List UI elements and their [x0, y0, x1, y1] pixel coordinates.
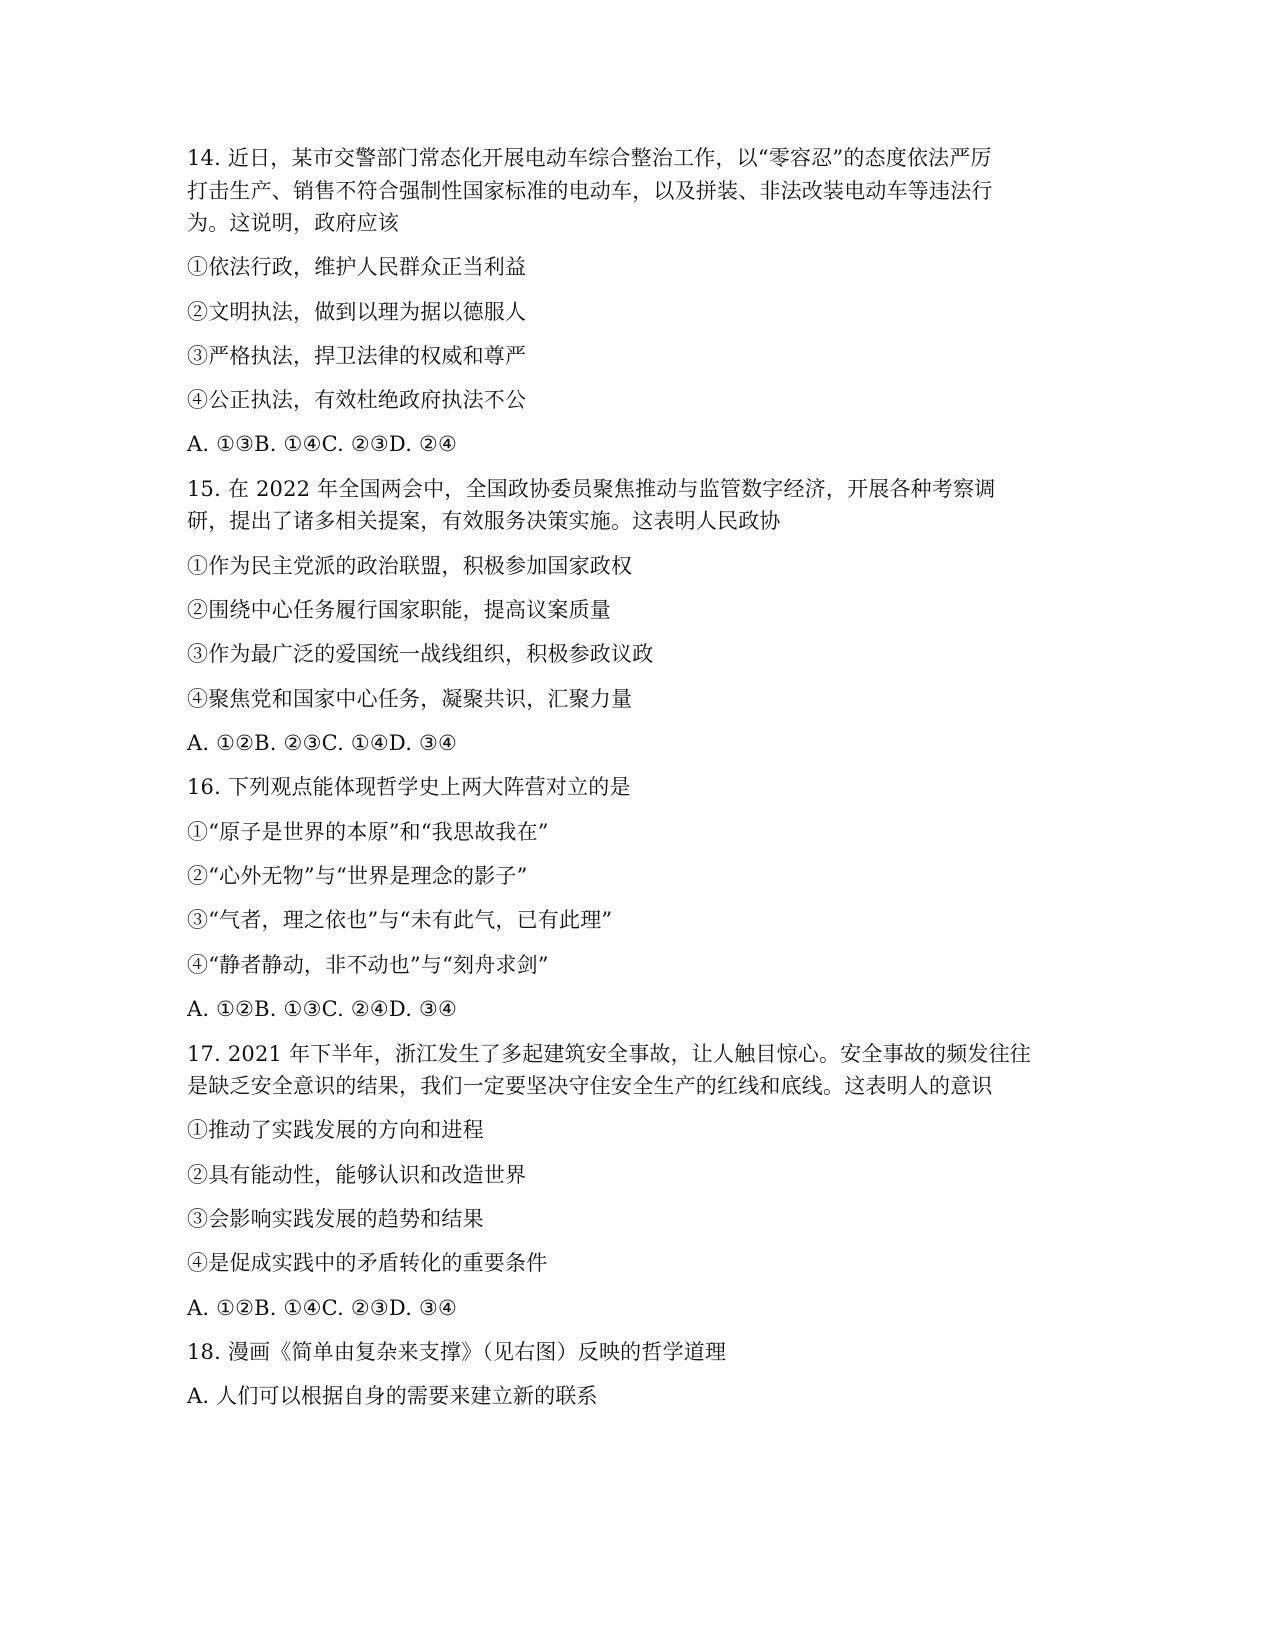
q15-option-3: ③作为最广泛的爱国统一战线组织，积极参政议政: [187, 642, 654, 666]
q14-option-3: ③严格执法，捍卫法律的权威和尊严: [187, 344, 527, 368]
q14-stem-line-2: 打击生产、销售不符合强制性国家标准的电动车，以及拼装、非法改装电动车等违法行: [187, 179, 993, 203]
q15-answer-choices: A. ①②B. ②③C. ①④D. ③④: [187, 731, 458, 755]
q15-option-2: ②围绕中心任务履行国家职能，提高议案质量: [187, 598, 611, 622]
q14-stem-line-3: 为。这说明，政府应该: [187, 211, 399, 235]
q18-option-a: A. 人们可以根据自身的需要来建立新的联系: [187, 1384, 598, 1408]
q16-option-1: ①“原子是世界的本原”和“我思故我在”: [187, 820, 549, 844]
q14-answer-choices: A. ①③B. ①④C. ②③D. ②④: [187, 432, 458, 456]
q17-stem-line-1: 17. 2021 年下半年，浙江发生了多起建筑安全事故，让人触目惊心。安全事故的频发往往: [187, 1042, 1031, 1066]
q14-stem-line-1: 14. 近日，某市交警部门常态化开展电动车综合整治工作，以“零容忍”的态度依法严厉: [187, 146, 992, 170]
q16-answer-choices: A. ①②B. ①③C. ②④D. ③④: [187, 997, 458, 1021]
q17-answer-choices: A. ①②B. ①④C. ②③D. ③④: [187, 1296, 458, 1320]
q14-option-2: ②文明执法，做到以理为据以德服人: [187, 300, 527, 324]
q17-option-4: ④是促成实践中的矛盾转化的重要条件: [187, 1251, 548, 1275]
q16-stem-line-1: 16. 下列观点能体现哲学史上两大阵营对立的是: [187, 775, 631, 799]
q17-option-1: ①推动了实践发展的方向和进程: [187, 1118, 484, 1142]
q15-stem-line-2: 研，提出了诸多相关提案，有效服务决策实施。这表明人民政协: [187, 509, 781, 533]
q14-option-4: ④公正执法，有效杜绝政府执法不公: [187, 388, 527, 412]
q18-stem-line-1: 18. 漫画《简单由复杂来支撑》（见右图）反映的哲学道理: [187, 1340, 727, 1364]
q14-option-1: ①依法行政，维护人民群众正当利益: [187, 255, 527, 279]
q17-option-3: ③会影响实践发展的趋势和结果: [187, 1207, 484, 1231]
q17-option-2: ②具有能动性，能够认识和改造世界: [187, 1163, 527, 1187]
q16-option-4: ④“静者静动，非不动也”与“刻舟求剑”: [187, 953, 549, 977]
q17-stem-line-2: 是缺乏安全意识的结果，我们一定要坚决守住安全生产的红线和底线。这表明人的意识: [187, 1074, 993, 1098]
q15-option-1: ①作为民主党派的政治联盟，积极参加国家政权: [187, 554, 633, 578]
q15-option-4: ④聚焦党和国家中心任务，凝聚共识，汇聚力量: [187, 687, 633, 711]
q15-stem-line-1: 15. 在 2022 年全国两会中，全国政协委员聚焦推动与监管数字经济，开展各种考察调: [187, 477, 996, 501]
q16-option-2: ②“心外无物”与“世界是理念的影子”: [187, 864, 528, 888]
q16-option-3: ③“气者，理之依也”与“未有此气，已有此理”: [187, 908, 613, 932]
